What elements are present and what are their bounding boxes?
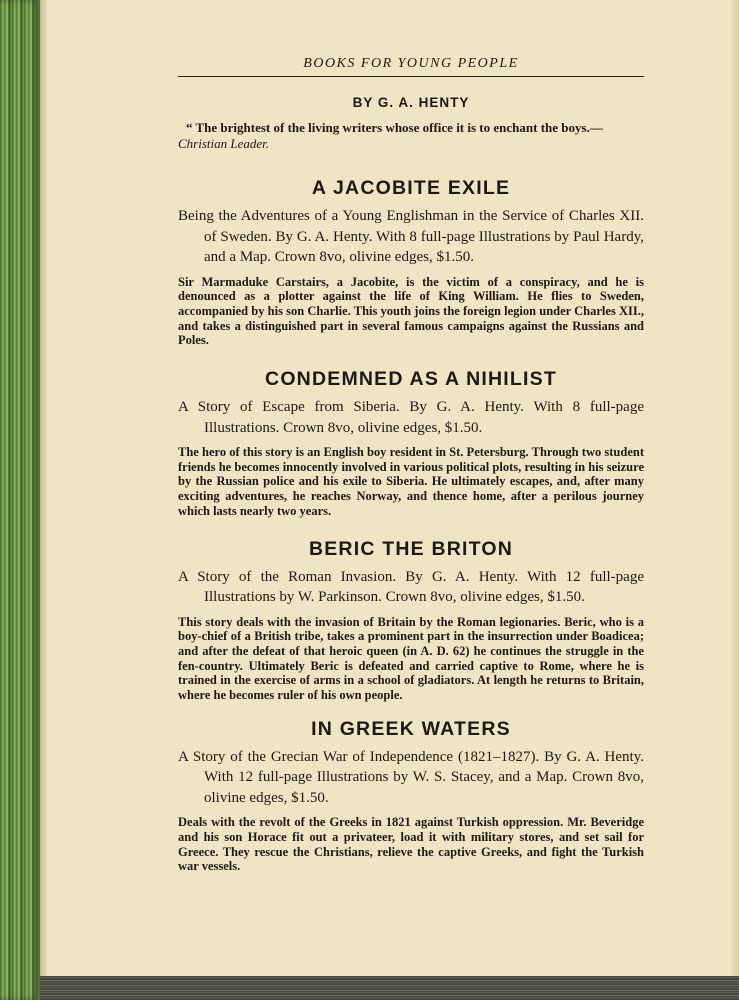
quote-text: “ The brightest of the living writers whose office it is to enchant the boys.— <box>186 120 603 135</box>
book-lead: Being the Adventures of a Young Englishman in the Service of Charles XII. of Sweden. By G. A. Henty. With 8 full-page Illustrations by Paul Hardy, and a Map. Crown 8vo, olivine edges, $1.50. <box>178 208 644 265</box>
author-byline: BY G. A. HENTY <box>352 95 470 110</box>
book-lead: A Story of Escape from Siberia. By G. A. Henty. With 8 full-page Illustrations. Crown 8vo, olivine edges, $1.50. <box>178 399 644 436</box>
book-description: Sir Marmaduke Carstairs, a Jacobite, is the victim of a conspiracy, and he is denounced as a plotter against the life of King William. He flies to Sweden, accompanied by his son Charlie. This youth joins the foreign legion under Charles XII., and takes a distinguished part in several famous campaigns against the Russians and Poles. <box>178 274 644 348</box>
binding-shadow <box>40 0 48 1000</box>
book-description: Deals with the revolt of the Greeks in 1821 against Turkish oppression. Mr. Beveridge and his son Horace fit out a privateer, load it with military stores, and set sail for Greece. They rescue the Christians, relieve the captive Greeks, and fight the Turkish war vessels. <box>178 815 644 874</box>
quote-source: Christian Leader. <box>178 136 270 151</box>
book-description: The hero of this story is an English boy resident in St. Petersburg. Through two student friends he becomes innocently involved in various political plots, resulting in his seizure by the Russian police and his exile to Siberia. He ultimately escapes, and, after many exciting adventures, he reaches Norway, and thence home, after a perilous journey which lasts nearly two years. <box>178 445 644 518</box>
book-entry <box>178 718 644 874</box>
book-binding <box>0 0 40 1000</box>
book-lead: A Story of the Roman Invasion. By G. A. Henty. With 12 full-page Illustrations by W. Parkinson. Crown 8vo, olivine edges, $1.50. <box>178 568 644 606</box>
book-entry <box>178 368 644 519</box>
book-title: CONDEMNED AS A NIHILIST <box>265 368 557 391</box>
book-entry <box>178 177 644 348</box>
running-head: BOOKS FOR YOUNG PEOPLE <box>178 56 644 77</box>
book-description: This story deals with the invasion of Britain by the Roman legionaries. Beric, who is a boy-chief of a British tribe, takes a prominent part in the insurrection under Boadicea; and after the defeat of that heroic queen (in A. D. 62) he continues the struggle in the fen-country. Ultimately Beric is defeated and carried captive to Rome, where he is trained in the exercise of arms in a school of gladiators. At length he returns to Britain, where he becomes ruler of his own people. <box>178 614 644 703</box>
page-stack <box>40 976 739 1000</box>
book-lead: A Story of the Grecian War of Independence (1821–1827). By G. A. Henty. With 12 full-page Illustrations by W. S. Stacey, and a Map. Crown 8vo, olivine edges, $1.50. <box>178 748 644 806</box>
printed-page <box>178 56 644 874</box>
press-quote <box>178 120 644 152</box>
book-title: A JACOBITE EXILE <box>311 177 511 199</box>
book-title: BERIC THE BRITON <box>308 537 514 560</box>
page-edge <box>729 0 739 976</box>
book-title: IN GREEK WATERS <box>311 717 511 740</box>
book-entry <box>178 538 644 703</box>
